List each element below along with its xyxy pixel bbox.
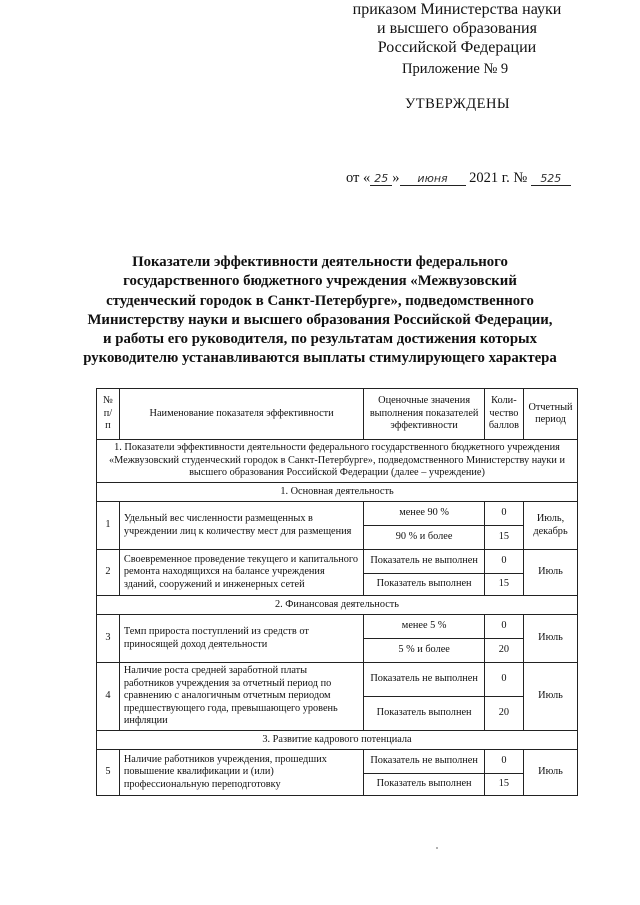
attachment-label: Приложение № 9 (402, 61, 509, 77)
title-line: Министерству науки и высшего образования Российской Федерации, (87, 311, 553, 328)
row-period: Июль (524, 550, 578, 596)
table-row (97, 750, 578, 774)
value-1: менее 5 % (364, 615, 484, 639)
row-period: Июль, декабрь (524, 502, 578, 550)
value-2: 5 % и более (364, 639, 484, 663)
points-1: 0 (484, 750, 523, 774)
row-period: Июль (524, 663, 578, 731)
header-num: № п/п (97, 389, 120, 440)
title-line: государственного бюджетного учреждения «Межвузовский (123, 273, 517, 290)
points-1: 0 (484, 550, 523, 574)
row-name: Наличие работников учреждения, прошедших повышение квалификации и (или) профессиональную переподготовку (119, 750, 364, 796)
title-line: Показатели эффективности деятельности федерального (132, 254, 508, 270)
section-row (97, 440, 578, 483)
row-num: 3 (97, 615, 120, 663)
section-row (97, 483, 578, 502)
points-1: 0 (484, 663, 523, 697)
section-main: 1. Показатели эффективности деятельности федерального государственного бюджетного учреждения «Межвузовский студенческий городок в Санкт-Петербурге», подведомственного Министерству науки и высшего образования Российской Федерации (далее – учреждение) (97, 440, 578, 483)
row-num: 5 (97, 750, 120, 796)
section-row (97, 596, 578, 615)
value-1: менее 90 % (364, 502, 484, 526)
points-2: 20 (484, 697, 523, 731)
header-period: Отчетный период (524, 389, 578, 440)
order-date-line (346, 170, 571, 187)
approved-heading: УТВЕРЖДЕНЫ (405, 96, 511, 112)
date-day: 25 (370, 172, 392, 186)
title-line: и работы его руководителя, по результатам достижения которых (102, 331, 538, 348)
points-2: 20 (484, 639, 523, 663)
title-line: руководителю устанавливаются выплаты стимулирующего характера (83, 350, 557, 367)
value-1: Показатель не выполнен (364, 550, 484, 574)
date-month: июня (400, 172, 466, 186)
points-1: 0 (484, 615, 523, 639)
date-prefix: от « (346, 170, 371, 186)
value-2: 90 % и более (364, 526, 484, 550)
row-num: 2 (97, 550, 120, 596)
scan-speck (436, 847, 438, 849)
order-line: Российской Федерации (377, 39, 537, 56)
title-line: студенческий городок в Санкт-Петербурге», подведомственного (106, 292, 534, 309)
section-staff: 3. Развитие кадрового потенциала (97, 731, 578, 750)
value-1: Показатель не выполнен (364, 663, 484, 697)
date-year: 2021 г. № (469, 170, 528, 186)
points-2: 15 (484, 526, 523, 550)
header-values: Оценочные значения выполнения показателей эффективности (364, 389, 484, 440)
row-num: 1 (97, 502, 120, 550)
row-name: Темп прироста поступлений из средств от приносящей доход деятельности (119, 615, 364, 663)
indicators-table (96, 388, 578, 796)
order-line: приказом Министерства науки (352, 1, 562, 18)
section-row (97, 731, 578, 750)
table-row (97, 502, 578, 526)
row-name: Своевременное проведение текущего и капитального ремонта находящихся на балансе учреждения зданий, сооружений и инженерных сетей (119, 550, 364, 596)
section-basic: 1. Основная деятельность (97, 483, 578, 502)
order-block (0, 0, 640, 57)
points-2: 15 (484, 774, 523, 796)
value-2: Показатель выполнен (364, 697, 484, 731)
row-period: Июль (524, 750, 578, 796)
date-mid: » (392, 170, 400, 186)
points-1: 0 (484, 502, 523, 526)
row-num: 4 (97, 663, 120, 731)
table-header-row (97, 389, 578, 440)
row-period: Июль (524, 615, 578, 663)
row-name: Удельный вес численности размещенных в учреждении лиц к количеству мест для размещения (119, 502, 364, 550)
table-row (97, 550, 578, 574)
table-row (97, 663, 578, 697)
value-2: Показатель выполнен (364, 574, 484, 596)
header-points: Коли-чество баллов (484, 389, 523, 440)
order-line: и высшего образования (377, 20, 537, 37)
value-2: Показатель выполнен (364, 774, 484, 796)
document-title (40, 253, 600, 369)
header-name: Наименование показателя эффективности (119, 389, 364, 440)
row-name: Наличие роста средней заработной платы работников учреждения за отчетный период по сравнению с аналогичным отчетным периодом предшествующего года, превышающего уровень инфляции (119, 663, 364, 731)
section-finance: 2. Финансовая деятельность (97, 596, 578, 615)
order-number: 525 (531, 172, 571, 186)
table-row (97, 615, 578, 639)
value-1: Показатель не выполнен (364, 750, 484, 774)
points-2: 15 (484, 574, 523, 596)
